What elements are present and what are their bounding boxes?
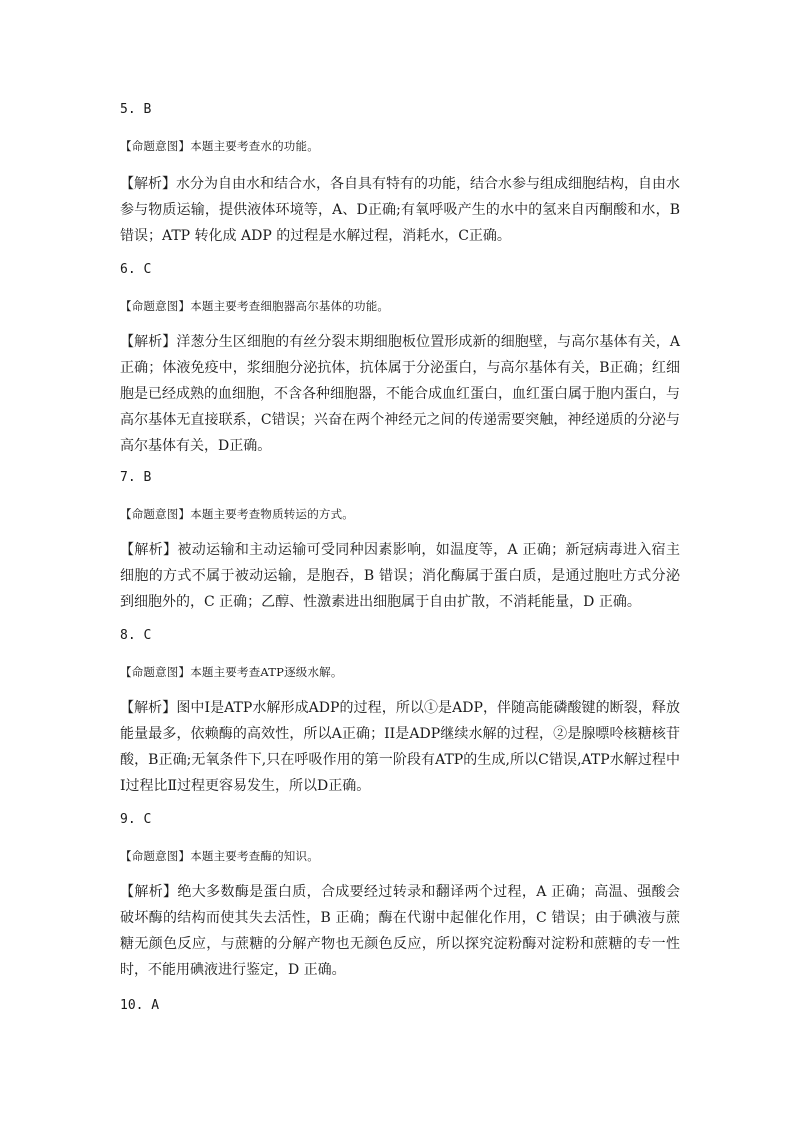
answer-5: 5. B — [120, 102, 152, 117]
answer-10: 10. A — [120, 998, 160, 1013]
answer-8: 8. C — [120, 628, 152, 643]
intent-7: 【命题意图】本题主要考查物质转运的方式。 — [120, 507, 354, 521]
analysis-5: 【解析】水分为自由水和结合水，各自具有特有的功能，结合水参与组成细胞结构，自由水参与物质运输，提供液体环境等，A、D正确;有氧呼吸产生的水中的氢来自丙酮酸和水，B错误；ATP 转化成 ADP 的过程是水解过程，消耗水，C正确。 — [120, 176, 680, 244]
analysis-6: 【解析】洋葱分生区细胞的有丝分裂末期细胞板位置形成新的细胞壁，与高尔基体有关，A正确；体液免疫中，浆细胞分泌抗体，抗体属于分泌蛋白，与高尔基体有关，B正确；红细胞是已经成熟的血细胞，不含各种细胞器，不能合成血红蛋白，血红蛋白属于胞内蛋白，与高尔基体无直接联系，C错误；兴奋在两个神经元之间的传递需要突触，神经递质的分泌与高尔基体有关，D正确。 — [120, 334, 680, 454]
answer-7: 7. B — [120, 470, 152, 485]
analysis-9: 【解析】绝大多数酶是蛋白质，合成要经过转录和翻译两个过程，A 正确；高温、强酸会破坏酶的结构而使其失去活性，B 正确；酶在代谢中起催化作用，C 错误；由于碘液与蔗糖无颜色反应，与蔗糖的分解产物也无颜色反应，所以探究淀粉酶对淀粉和蔗糖的专一性时，不能用碘液进行鉴定，D 正确。 — [120, 884, 680, 978]
intent-9: 【命题意图】本题主要考查酶的知识。 — [120, 849, 319, 863]
intent-8: 【命题意图】本题主要考查ATP逐级水解。 — [120, 665, 343, 679]
analysis-8: 【解析】图中I是ATP水解形成ADP的过程，所以①是ADP，伴随高能磷酸键的断裂，释放能量最多，依赖酶的高效性，所以A正确；II是ADP继续水解的过程，②是腺嘌呤核糖核苷酸，B正确;无氧条件下,只在呼吸作用的第一阶段有ATP的生成,所以C错误,ATP水解过程中Ⅰ过程比Ⅱ过程更容易发生，所以D正确。 — [120, 700, 680, 794]
answer-9: 9. C — [120, 812, 152, 827]
intent-5: 【命题意图】本题主要考查水的功能。 — [120, 139, 319, 153]
answer-6: 6. C — [120, 262, 152, 277]
analysis-7: 【解析】被动运输和主动运输可受同种因素影响，如温度等，A 正确；新冠病毒进入宿主细胞的方式不属于被动运输，是胞吞，B 错误；消化酶属于蛋白质，是通过胞吐方式分泌到细胞外的，C 正确；乙醇、性激素进出细胞属于自由扩散，不消耗能量，D 正确。 — [120, 542, 680, 610]
intent-6: 【命题意图】本题主要考查细胞器高尔基体的功能。 — [120, 299, 390, 313]
